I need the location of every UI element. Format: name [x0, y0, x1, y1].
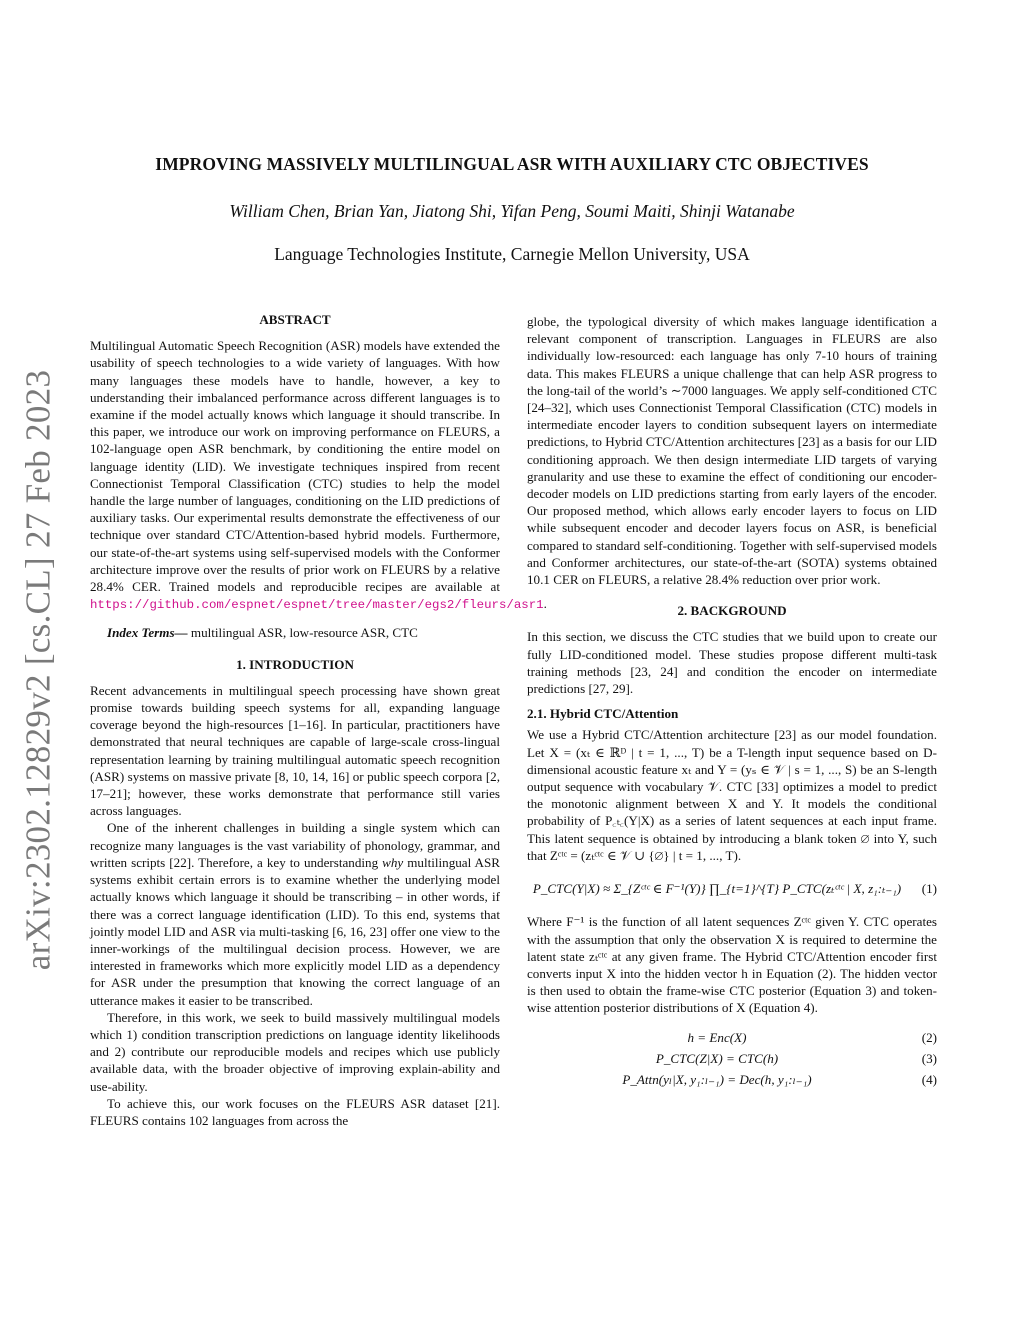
abstract-text [90, 337, 547, 614]
abstract-body: Multilingual Automatic Speech Recognition (ASR) models have extended the usability of speech technologies to a wide variety of languages. With how many languages these models have to handle, however, a key to understanding their imbalanced performance across different languages is to examine if the model actually knows which language it should transcribe. In this paper, we introduce our work on improving performance on FLEURS, a 102-language open ASR benchmark, by conditioning the entire model on language identity (LID). We investigate techniques inspired from recent Connectionist Temporal Classification (CTC) studies to help the model handle the large number of languages, conditioning on the LID predictions of auxiliary tasks. Our experimental results demonstrate the effectiveness of our technique over standard CTC/Attention-based hybrid models. Furthermore, our state-of-the-art systems using self-supervised models with the Conformer architecture improve over the results of prior work on FLEURS by a relative 28.4% CER. Trained models and reproducible recipes are available at [90, 338, 500, 595]
background-paragraph-2: We use a Hybrid CTC/Attention architecture [23] as our model foundation. Let X = (xₜ ∈ ℝᴰ | t = 1, ..., T) be a T-length input sequence based on D-dimensional acoustic feature xₜ and Y = (yₛ ∈ 𝒱 | s = 1, ..., S) be an S-length output sequence with vocabulary 𝒱. CTC [33] optimizes a model to predict the monotonic alignment between X and Y. It models the conditional probability of P꜀ₜ꜀(Y|X) as a series of latent sequences at each input frame. This latent sequence is obtained by introducing a blank token ∅ into Y, such that Zᶜᵗᶜ = (zₜᶜᵗᶜ ∈ 𝒱 ∪ {∅} | t = 1, ..., T). [527, 727, 937, 863]
background-heading: 2. BACKGROUND [677, 603, 787, 619]
background-paragraph-1: In this section, we discuss the CTC studies that we build upon to create our fully LID-conditioned model. These studies propose different multi-task training methods [23, 24] and condition the encoder on intermediate predictions [27, 29]. [527, 629, 937, 697]
arxiv-id-text: arXiv:2302.12829v2 [cs.CL] 27 Feb 2023 [18, 369, 58, 971]
equation-4 [527, 1071, 937, 1088]
intro-paragraph-2 [90, 819, 500, 1008]
paper-title: IMPROVING MASSIVELY MULTILINGUAL ASR WITH AUXILIARY CTC OBJECTIVES [155, 154, 869, 174]
equation-2-number: (2) [921, 1029, 937, 1045]
abstract-end: . [543, 596, 547, 612]
author-list: William Chen, Brian Yan, Jiatong Shi, Yifan Peng, Soumi Maiti, Shinji Watanabe [229, 201, 795, 221]
equation-1 [527, 880, 937, 897]
background-paragraph-3: Where F⁻¹ is the function of all latent sequences Zᶜᵗᶜ given Y. CTC operates with the assumption that only the observation X is required to determine the latent state zₜᶜᵗᶜ at any given frame. The Hybrid CTC/Attention encoder first converts input X into the hidden vector h in Equation (2). The hidden vector is then used to obtain the frame-wise CTC posterior (Equation 3) and token-wise attention posterior distributions of X (Equation 4). [527, 914, 937, 1016]
intro-paragraph-1: Recent advancements in multilingual speech processing have shown great promise towards building speech systems for all, expanding language coverage beyond the high-resources [1–16]. In particular, practitioners have demonstrated that neural techniques are capable of large-scale cross-lingual representation learning by training multilingual automatic speech recognition (ASR) systems on massive private [8, 10, 14, 16] or public speech corpora [2, 17–21]; however, these works demonstrate that performance still varies across languages. [90, 682, 500, 819]
equation-2 [527, 1029, 937, 1046]
affiliation: Language Technologies Institute, Carnegie Mellon University, USA [274, 244, 750, 264]
left-column [90, 311, 547, 1129]
hybrid-ctc-attention-heading: 2.1. Hybrid CTC/Attention [527, 706, 679, 722]
index-terms-text: multilingual ASR, low-resource ASR, CTC [187, 625, 418, 641]
intro-p2-end: multilingual ASR systems exhibit certain errors is to examine whether the underlying model actually knows which language it should be transcribing – in other words, if there was a correct language identification (LID). To this end, systems that jointly model LID and ASR via multi-tasking [6, 16, 23] offer one view to the inner-workings of the multilingual decision process. However, we are interested in frameworks which more explicitly model LID as a dependency for ASR under the presumption that knowing the correct language of an utterance makes it easier to be transcribed. [90, 854, 501, 1008]
abstract-heading: ABSTRACT [259, 312, 331, 327]
equation-1-number: (1) [921, 881, 937, 897]
equation-4-number: (4) [921, 1071, 937, 1087]
equation-1-body: P_CTC(Y|X) ≈ Σ_{Zᶜᵗᶜ ∈ F⁻¹(Y)} ∏_{t=1}^{T} P_CTC(zₜᶜᵗᶜ | X, z₁:ₜ₋₁) [532, 881, 902, 897]
equation-3-body: P_CTC(Z|X) = CTC(h) [655, 1050, 779, 1066]
intro-p2-start: One of the inherent challenges in building a single system which can recognize many languages is the vast variability of phonology, grammar, and written scripts [22]. Therefore, a key to understanding [90, 820, 500, 870]
recipe-link[interactable]: https://github.com/espnet/espnet/tree/master/egs2/fleurs/asr1 [90, 598, 544, 613]
introduction-heading: 1. INTRODUCTION [236, 656, 354, 672]
equation-3 [527, 1050, 937, 1067]
intro-paragraph-5: globe, the typological diversity of which makes language identification a relevant component of transcription. Languages in FLEURS are also individually low-resourced: each language has only 7-10 hours of training data. This makes FLEURS a unique challenge that can help ASR progress to the long-tail of the world’s ∼7000 languages. We apply self-conditioned CTC [24–32], which uses Connectionist Temporal Classification (CTC) models in intermediate encoder layers to condition subsequent layers on intermediate predictions, to Hybrid CTC/Attention architectures [23] as a basis for our LID conditioning approach. We then design intermediate LID targets of varying granularity and use these to examine the effect of conditioning our encoder-decoder models on LID predictions starting from early layers of the encoder. Our proposed method, which allows early encoder layers to focus on LID while subsequent encoder and decoder layers focus on ASR, is beneficial compared to standard self-conditioning. Together with self-supervised models and Conformer architectures, our state-of-the-art (SOTA) systems obtained 10.1 CER on FLEURS, a relative 28.4% reduction over prior work. [527, 314, 937, 588]
arxiv-identifier-stamp [2, 360, 74, 980]
right-column [527, 313, 937, 1088]
index-terms-label: Index Terms— [107, 625, 188, 641]
equation-4-body: P_Attn(yₗ|X, y₁:ₗ₋₁) = Dec(h, y₁:ₗ₋₁) [622, 1071, 812, 1087]
equation-2-body: h = Enc(X) [687, 1029, 747, 1045]
index-terms [90, 624, 500, 641]
equation-3-number: (3) [921, 1050, 937, 1066]
intro-paragraph-4: To achieve this, our work focuses on the FLEURS ASR dataset [21]. FLEURS contains 102 languages from across the [90, 1095, 500, 1128]
intro-paragraph-3: Therefore, in this work, we seek to build massively multilingual models which 1) condition transcription predictions on language identity likelihoods and 2) contribute our reproducible models and recipes which use publicly available data, with the broader objective of improving explain-ability and use-ability. [90, 1009, 500, 1094]
intro-p2-emphasis: why [382, 854, 404, 870]
